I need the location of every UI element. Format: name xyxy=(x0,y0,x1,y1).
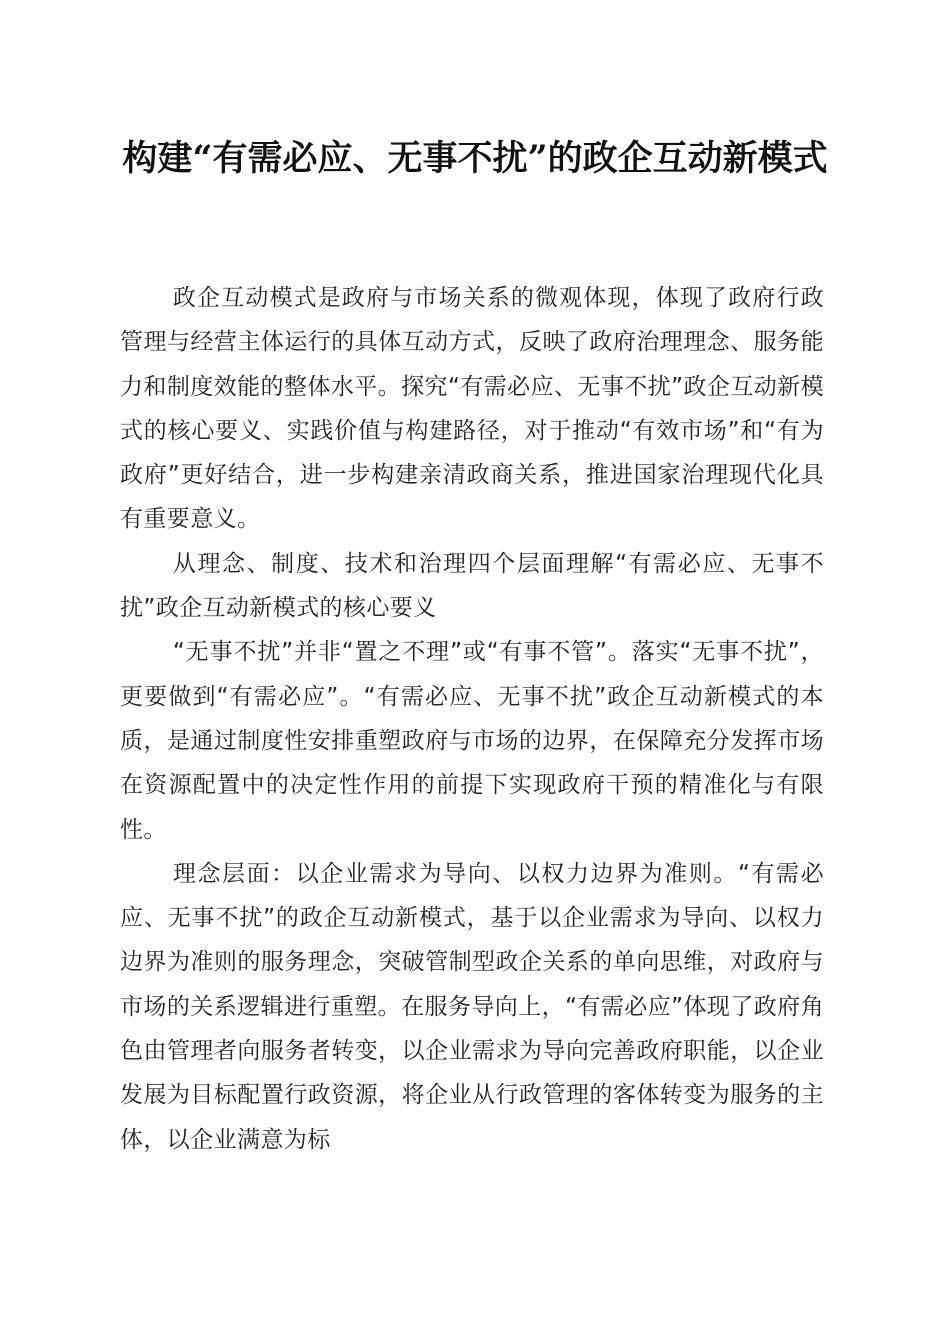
document-body xyxy=(120,276,824,1162)
paragraph-essence: “无事不扰”并非“置之不理”或“有事不管”。落实“无事不扰”，更要做到“有需必应”。“有需必应、无事不扰”政企互动新模式的本质，是通过制度性安排重塑政府与市场的边界，在保障充分发挥市场在资源配置中的决定性作用的前提下实现政府干预的精准化与有限性。 xyxy=(120,639,824,843)
paragraph-section-heading: 从理念、制度、技术和治理四个层面理解“有需必应、无事不扰”政企互动新模式的核心要义 xyxy=(120,550,824,622)
paragraph-concept-level: 理念层面：以企业需求为导向、以权力边界为准则。“有需必应、无事不扰”的政企互动新模式，基于以企业需求为导向、以权力边界为准则的服务理念，突破管制型政企关系的单向思维，对政府与市场的关系逻辑进行重塑。在服务导向上，“有需必应”体现了政府角色由管理者向服务者转变，以企业需求为导向完善政府职能，以企业发展为目标配置行政资源，将企业从行政管理的客体转变为服务的主体，以企业满意为标 xyxy=(120,860,824,1153)
paragraph-intro: 政企互动模式是政府与市场关系的微观体现，体现了政府行政管理与经营主体运行的具体互动方式，反映了政府治理理念、服务能力和制度效能的整体水平。探究“有需必应、无事不扰”政企互动新模式的核心要义、实践价值与构建路径，对于推动“有效市场”和“有为政府”更好结合，进一步构建亲清政商关系，推进国家治理现代化具有重要意义。 xyxy=(120,285,824,533)
document-title: 构建“有需必应、无事不扰”的政企互动新模式 xyxy=(122,138,828,179)
